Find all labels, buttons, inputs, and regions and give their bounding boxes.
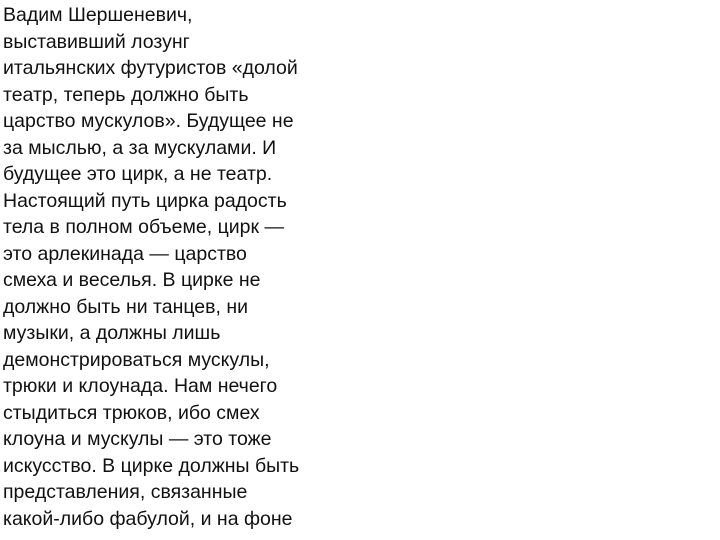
text-line: музыки, а должны лишь <box>3 322 221 344</box>
text-line: итальянских футуристов «долой <box>3 57 298 79</box>
body-text <box>3 2 403 532</box>
text-line: стыдиться трюков, ибо смех <box>3 401 260 424</box>
text-line: клоуна и мускулы — это тоже <box>3 428 272 450</box>
text-line: какой-либо фабулой, и на фоне <box>3 507 293 530</box>
text-line: смеха и веселья. В цирке не <box>3 269 261 291</box>
text-line: будущее это цирк, а не театр. <box>3 163 273 185</box>
text-line: за мыслью, а за мускулами. И <box>3 136 277 159</box>
text-line: Вадим Шершеневич, <box>3 4 193 26</box>
text-line: представления, связанные <box>3 481 248 503</box>
text-line: царство мускулов». Будущее не <box>3 110 294 132</box>
text-line: должно быть ни танцев, ни <box>3 295 248 318</box>
text-line: выставивший лозунг <box>3 30 190 53</box>
text-line: это арлекинада — царство <box>3 242 247 265</box>
text-line: трюки и клоунада. Нам нечего <box>3 375 278 397</box>
text-line: искусство. В цирке должны быть <box>3 454 300 477</box>
text-line: театр, теперь должно быть <box>3 83 249 106</box>
text-line: Настоящий путь цирка радость <box>3 189 287 212</box>
text-line: тела в полном объеме, цирк — <box>3 216 284 238</box>
text-line: демонстрироваться мускулы, <box>3 348 270 371</box>
